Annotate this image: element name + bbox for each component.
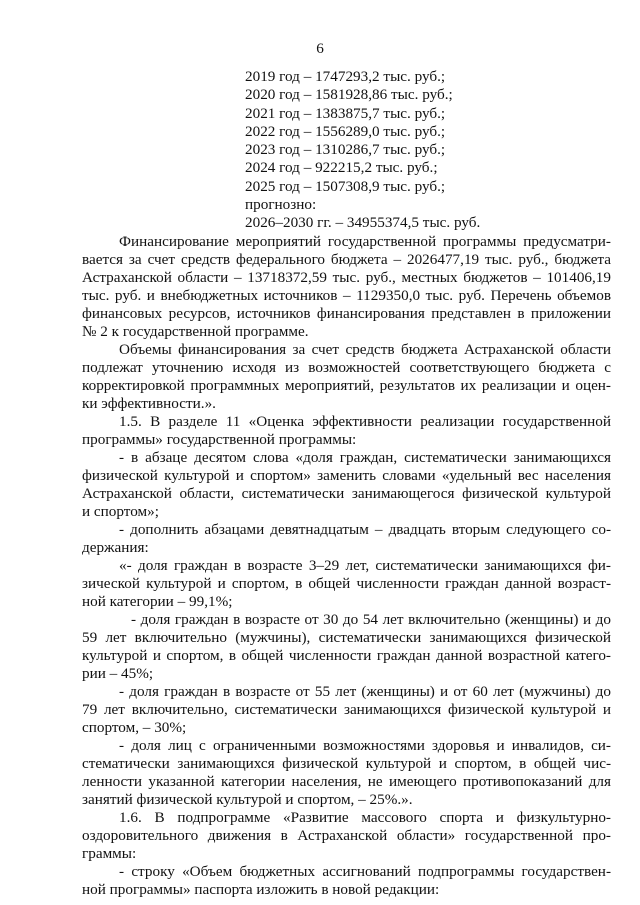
text-line: программы» государственной программы: — [82, 431, 357, 448]
text-line: - дополнить абзацами девятнадцатым – двадцать вторым следующего со- — [119, 521, 611, 538]
text-line: спортом, – 30%; — [82, 719, 187, 736]
text-line: рии – 45%; — [82, 665, 154, 682]
text-line: 1.5. В разделе 11 «Оценка эффективности реализации государственной — [119, 413, 611, 430]
year-line: 2025 год – 1507308,9 тыс. руб.; — [245, 177, 446, 195]
text-line: финансовых ресурсов, источников финансирования представлен в приложении — [82, 305, 611, 322]
text-line: занятий физической культурой и спортом, – 25%.». — [82, 791, 413, 808]
text-line: ной категории – 99,1%; — [82, 593, 233, 610]
year-line: 2022 год – 1556289,0 тыс. руб.; — [245, 122, 446, 140]
text-line: № 2 к государственной программе. — [82, 323, 309, 340]
text-line: культурой и спортом, в общей численности граждан данной возрастной катего- — [82, 647, 611, 664]
text-line: 79 лет включительно, систематически занимающихся физической культурой и — [82, 701, 611, 718]
text-line: ленности указанной категории населения, не имеющего противопоказаний для — [82, 773, 611, 790]
text-line: - доля граждан в возрасте от 30 до 54 лет включительно (женщины) и до — [131, 611, 611, 628]
page-number: 6 — [316, 40, 324, 57]
text-line: Астраханской области, систематически занимающегося физической культурой — [82, 485, 611, 502]
text-line: - строку «Объем бюджетных ассигнований подпрограммы государствен- — [119, 863, 611, 880]
text-line: «- доля граждан в возрасте 3–29 лет, систематически занимающихся фи- — [119, 557, 611, 574]
text-line: тыс. руб. и внебюджетных источников – 1129350,0 тыс. руб. Перечень объемов — [82, 287, 611, 304]
text-line: 1.6. В подпрограмме «Развитие массового спорта и физкультурно- — [119, 809, 611, 826]
text-line: 59 лет включительно (мужчины), систематически занимающихся физической — [82, 629, 611, 646]
forecast-label: прогнозно: — [245, 196, 317, 214]
text-line: вается за счет средств федерального бюджета – 2026477,19 тыс. руб., бюджета — [82, 251, 611, 268]
text-line: - в абзаце десятом слова «доля граждан, систематически занимающихся — [119, 449, 611, 466]
text-line: ки эффективности.». — [82, 395, 216, 412]
text-line: стематически занимающихся физической культурой и спортом, в общей чис- — [82, 755, 611, 772]
text-line: зической культурой и спортом, в общей численности граждан данной возраст- — [82, 575, 611, 592]
text-line: корректировкой программных мероприятий, результатов их реализации и оцен- — [82, 377, 611, 394]
year-line: 2024 год – 922215,2 тыс. руб.; — [245, 159, 438, 177]
text-line: оздоровительного движения в Астраханской области» государственной про- — [82, 827, 611, 844]
text-line: и спортом»; — [82, 503, 159, 520]
text-line: физической культурой и спортом» заменить словами «удельный вес населения — [82, 467, 611, 484]
text-line: ной программы» паспорта изложить в новой редакции: — [82, 881, 440, 898]
text-line: граммы: — [82, 845, 137, 862]
text-line: - доля лиц с ограниченными возможностями здоровья и инвалидов, си- — [119, 737, 611, 754]
year-line: 2023 год – 1310286,7 тыс. руб.; — [245, 141, 446, 159]
funding-by-year-list — [245, 68, 480, 233]
text-line: Объемы финансирования за счет средств бюджета Астраханской области — [119, 341, 611, 358]
year-line: 2020 год – 1581928,86 тыс. руб.; — [245, 86, 453, 104]
text-line: Финансирование мероприятий государственной программы предусматри- — [119, 233, 611, 250]
text-line: - доля граждан в возрасте от 55 лет (женщины) и от 60 лет (мужчины) до — [119, 683, 611, 700]
year-line: 2019 год – 1747293,2 тыс. руб.; — [245, 68, 446, 85]
text-line: подлежат уточнению исходя из возможностей соответствующего бюджета с — [82, 359, 611, 376]
text-line: держания: — [82, 539, 149, 556]
year-line: 2021 год – 1383875,7 тыс. руб.; — [245, 104, 446, 122]
text-line: Астраханской области – 13718372,59 тыс. руб., местных бюджетов – 101406,19 — [82, 269, 611, 286]
forecast-line: 2026–2030 гг. – 34955374,5 тыс. руб. — [245, 214, 481, 232]
